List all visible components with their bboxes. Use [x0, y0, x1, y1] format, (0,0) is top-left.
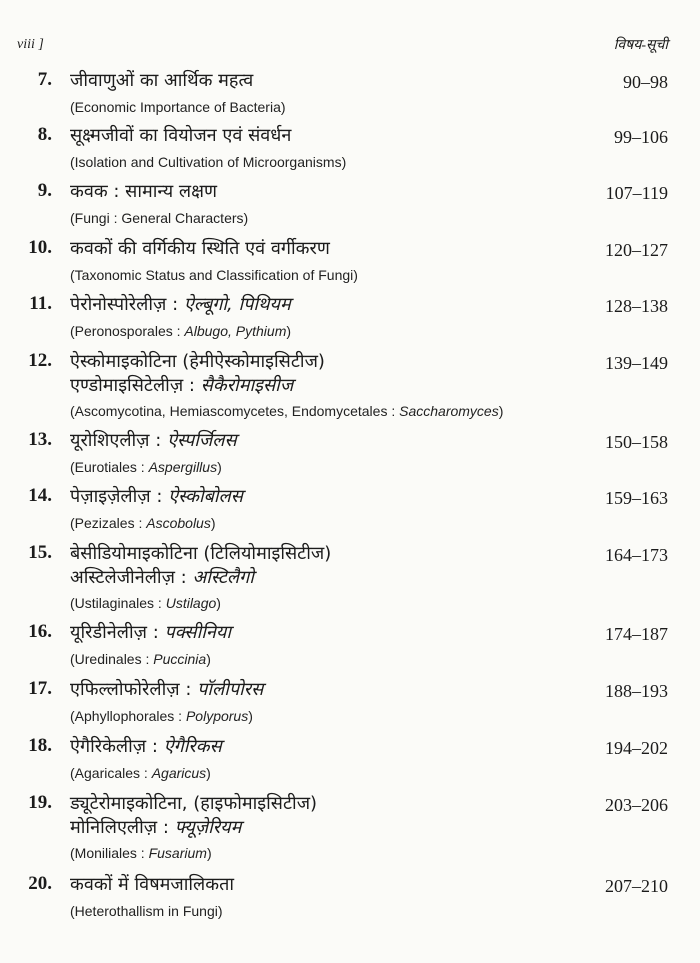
entry-title: [70, 678, 570, 702]
subtitle-genus: Ustilago: [165, 595, 217, 611]
entry-title: [70, 180, 570, 204]
entry-number: 19.: [28, 792, 52, 813]
order-name: पेरोनोस्पोरेलीज़ :: [70, 294, 184, 315]
order-name: पेज़ाइज़ेलीज़ :: [70, 486, 169, 507]
entry-number: 9.: [37, 180, 52, 201]
subtitle-genus: Ascobolus: [146, 515, 211, 531]
entry-title-line: [70, 485, 570, 509]
entry-title-line: ऐस्कोमाइकोटिना (हेमीऐस्कोमाइसिटीज): [70, 351, 325, 372]
entry-pages: 174–187: [605, 624, 668, 644]
entry-title-line: [70, 816, 570, 840]
genus-names: ऐगैरिकस: [163, 736, 222, 757]
entry-title: [70, 124, 570, 148]
entry-number: 14.: [28, 485, 52, 506]
entry-title: [70, 485, 570, 509]
page-header: [0, 0, 700, 53]
entry-title: [70, 293, 570, 317]
entry-number: 15.: [28, 542, 52, 563]
entry-pages: 150–158: [605, 432, 668, 452]
subtitle-close: ): [206, 845, 212, 861]
subtitle-text: (Ascomycotina, Hemiascomycetes, Endomycetales :: [70, 403, 400, 419]
entry-english-subtitle: [70, 708, 253, 724]
entry-pages: 99–106: [614, 127, 668, 147]
entry-title: [70, 69, 570, 93]
entry-title-line: कवक : सामान्य लक्षण: [70, 181, 218, 202]
page-folio: viii ]: [17, 37, 44, 52]
genus-names: पॉलीपोरस: [197, 679, 264, 700]
entry-number: 12.: [28, 350, 52, 371]
entry-title-line: [70, 374, 570, 398]
entry-number: 8.: [37, 124, 52, 145]
entry-title: [70, 542, 570, 590]
genus-names: ऐल्बूगो, पिथियम: [183, 294, 291, 315]
entry-pages: 164–173: [605, 545, 668, 565]
entry-pages: 207–210: [605, 876, 668, 896]
entry-pages: 188–193: [605, 681, 668, 701]
order-name: मोनिलिएलीज़ :: [70, 817, 175, 838]
entry-title: [70, 621, 570, 645]
subtitle-close: ): [206, 651, 211, 667]
order-name: यूरोशिएलीज़ :: [70, 430, 168, 451]
entry-number: 20.: [28, 873, 52, 894]
subtitle-genus: Puccinia: [153, 651, 207, 667]
entry-number: 18.: [28, 735, 52, 756]
subtitle-genus: Fusarium: [148, 845, 207, 861]
subtitle-genus: Agaricus: [151, 765, 207, 781]
entry-number: 17.: [28, 678, 52, 699]
entry-pages: 90–98: [623, 72, 668, 92]
entry-english-subtitle: [70, 323, 291, 339]
entry-title: [70, 735, 570, 759]
entry-number: 10.: [28, 237, 52, 258]
entry-number: 11.: [29, 293, 52, 314]
entry-english-subtitle: (Heterothallism in Fungi): [70, 903, 223, 919]
entry-number: 13.: [28, 429, 52, 450]
entry-english-subtitle: [70, 403, 503, 419]
entry-title-line: सूक्ष्मजीवों का वियोजन एवं संवर्धन: [70, 125, 292, 146]
entry-title-line: जीवाणुओं का आर्थिक महत्व: [70, 70, 254, 91]
subtitle-close: ): [206, 765, 211, 781]
order-name: एण्डोमाइसिटेलीज़ :: [70, 375, 201, 396]
entry-pages: 139–149: [605, 353, 668, 373]
subtitle-close: ): [217, 459, 222, 475]
entry-english-subtitle: (Taxonomic Status and Classification of Fungi): [70, 267, 358, 283]
entry-english-subtitle: (Fungi : General Characters): [70, 210, 249, 226]
subtitle-text: (Peronosporales :: [70, 323, 185, 339]
subtitle-text: (Eurotiales :: [70, 459, 149, 475]
genus-names: फ्यूज़ेरियम: [174, 817, 242, 838]
running-title: विषय-सूची: [613, 38, 668, 53]
subtitle-text: (Aphyllophorales :: [70, 708, 186, 724]
subtitle-close: ): [498, 403, 504, 419]
entry-english-subtitle: [70, 845, 212, 861]
entry-title: [70, 350, 570, 398]
subtitle-text: (Ustilaginales :: [70, 595, 166, 611]
entry-pages: 120–127: [605, 240, 668, 260]
entry-number: 7.: [37, 69, 52, 90]
subtitle-genus: Albugo, Pythium: [184, 323, 287, 339]
entry-title-line: [70, 566, 570, 590]
order-name: ऐगैरिकेलीज़ :: [70, 736, 164, 757]
subtitle-close: ): [210, 515, 216, 531]
entry-title-line: कवकों की वर्गिकीय स्थिति एवं वर्गीकरण: [70, 238, 330, 259]
genus-names: ऐस्पर्जिलस: [167, 430, 237, 451]
subtitle-text: (Uredinales :: [70, 651, 154, 667]
entry-title-line: [70, 735, 570, 759]
subtitle-close: ): [286, 323, 292, 339]
subtitle-genus: Aspergillus: [148, 459, 218, 475]
entry-title-line: ड्यूटेरोमाइकोटिना, (हाइफोमाइसिटीज): [70, 793, 318, 814]
entry-pages: 194–202: [605, 738, 668, 758]
genus-names: ऐस्कोबोलस: [168, 486, 243, 507]
entry-title-line: [70, 429, 570, 453]
entry-english-subtitle: (Isolation and Cultivation of Microorganisms): [70, 154, 347, 170]
entry-number: 16.: [28, 621, 52, 642]
entry-title: [70, 792, 570, 840]
entry-title-line: कवकों में विषमजालिकता: [70, 874, 234, 895]
entry-english-subtitle: [70, 651, 211, 667]
entry-title: [70, 237, 570, 261]
entry-english-subtitle: (Economic Importance of Bacteria): [70, 99, 286, 115]
order-name: एफिल्लोफोरेलीज़ :: [70, 679, 198, 700]
subtitle-genus: Saccharomyces: [399, 403, 499, 419]
genus-names: अस्टिलैगो: [192, 567, 254, 588]
entry-pages: 128–138: [605, 296, 668, 316]
entry-pages: 107–119: [605, 183, 668, 203]
subtitle-genus: Polyporus: [185, 708, 249, 724]
entry-title: [70, 429, 570, 453]
entry-title-line: [70, 621, 570, 645]
entry-title-line: [70, 293, 570, 317]
order-name: यूरिडीनेलीज़ :: [70, 622, 165, 643]
entry-english-subtitle: [70, 595, 221, 611]
genus-names: सैकैरोमाइसीज: [200, 375, 294, 396]
order-name: अस्टिलेजीनेलीज़ :: [70, 567, 193, 588]
genus-names: पक्सीनिया: [164, 622, 231, 643]
subtitle-text: (Moniliales :: [70, 845, 149, 861]
entry-english-subtitle: [70, 459, 222, 475]
entry-english-subtitle: [70, 765, 211, 781]
entry-pages: 159–163: [605, 488, 668, 508]
subtitle-text: (Pezizales :: [70, 515, 147, 531]
entry-title-line: बेसीडियोमाइकोटिना (टिलियोमाइसिटीज): [70, 543, 332, 564]
subtitle-close: ): [248, 708, 253, 724]
entry-english-subtitle: [70, 515, 216, 531]
entry-title: [70, 873, 570, 897]
entry-pages: 203–206: [605, 795, 668, 815]
entry-title-line: [70, 678, 570, 702]
subtitle-close: ): [216, 595, 221, 611]
subtitle-text: (Agaricales :: [70, 765, 152, 781]
